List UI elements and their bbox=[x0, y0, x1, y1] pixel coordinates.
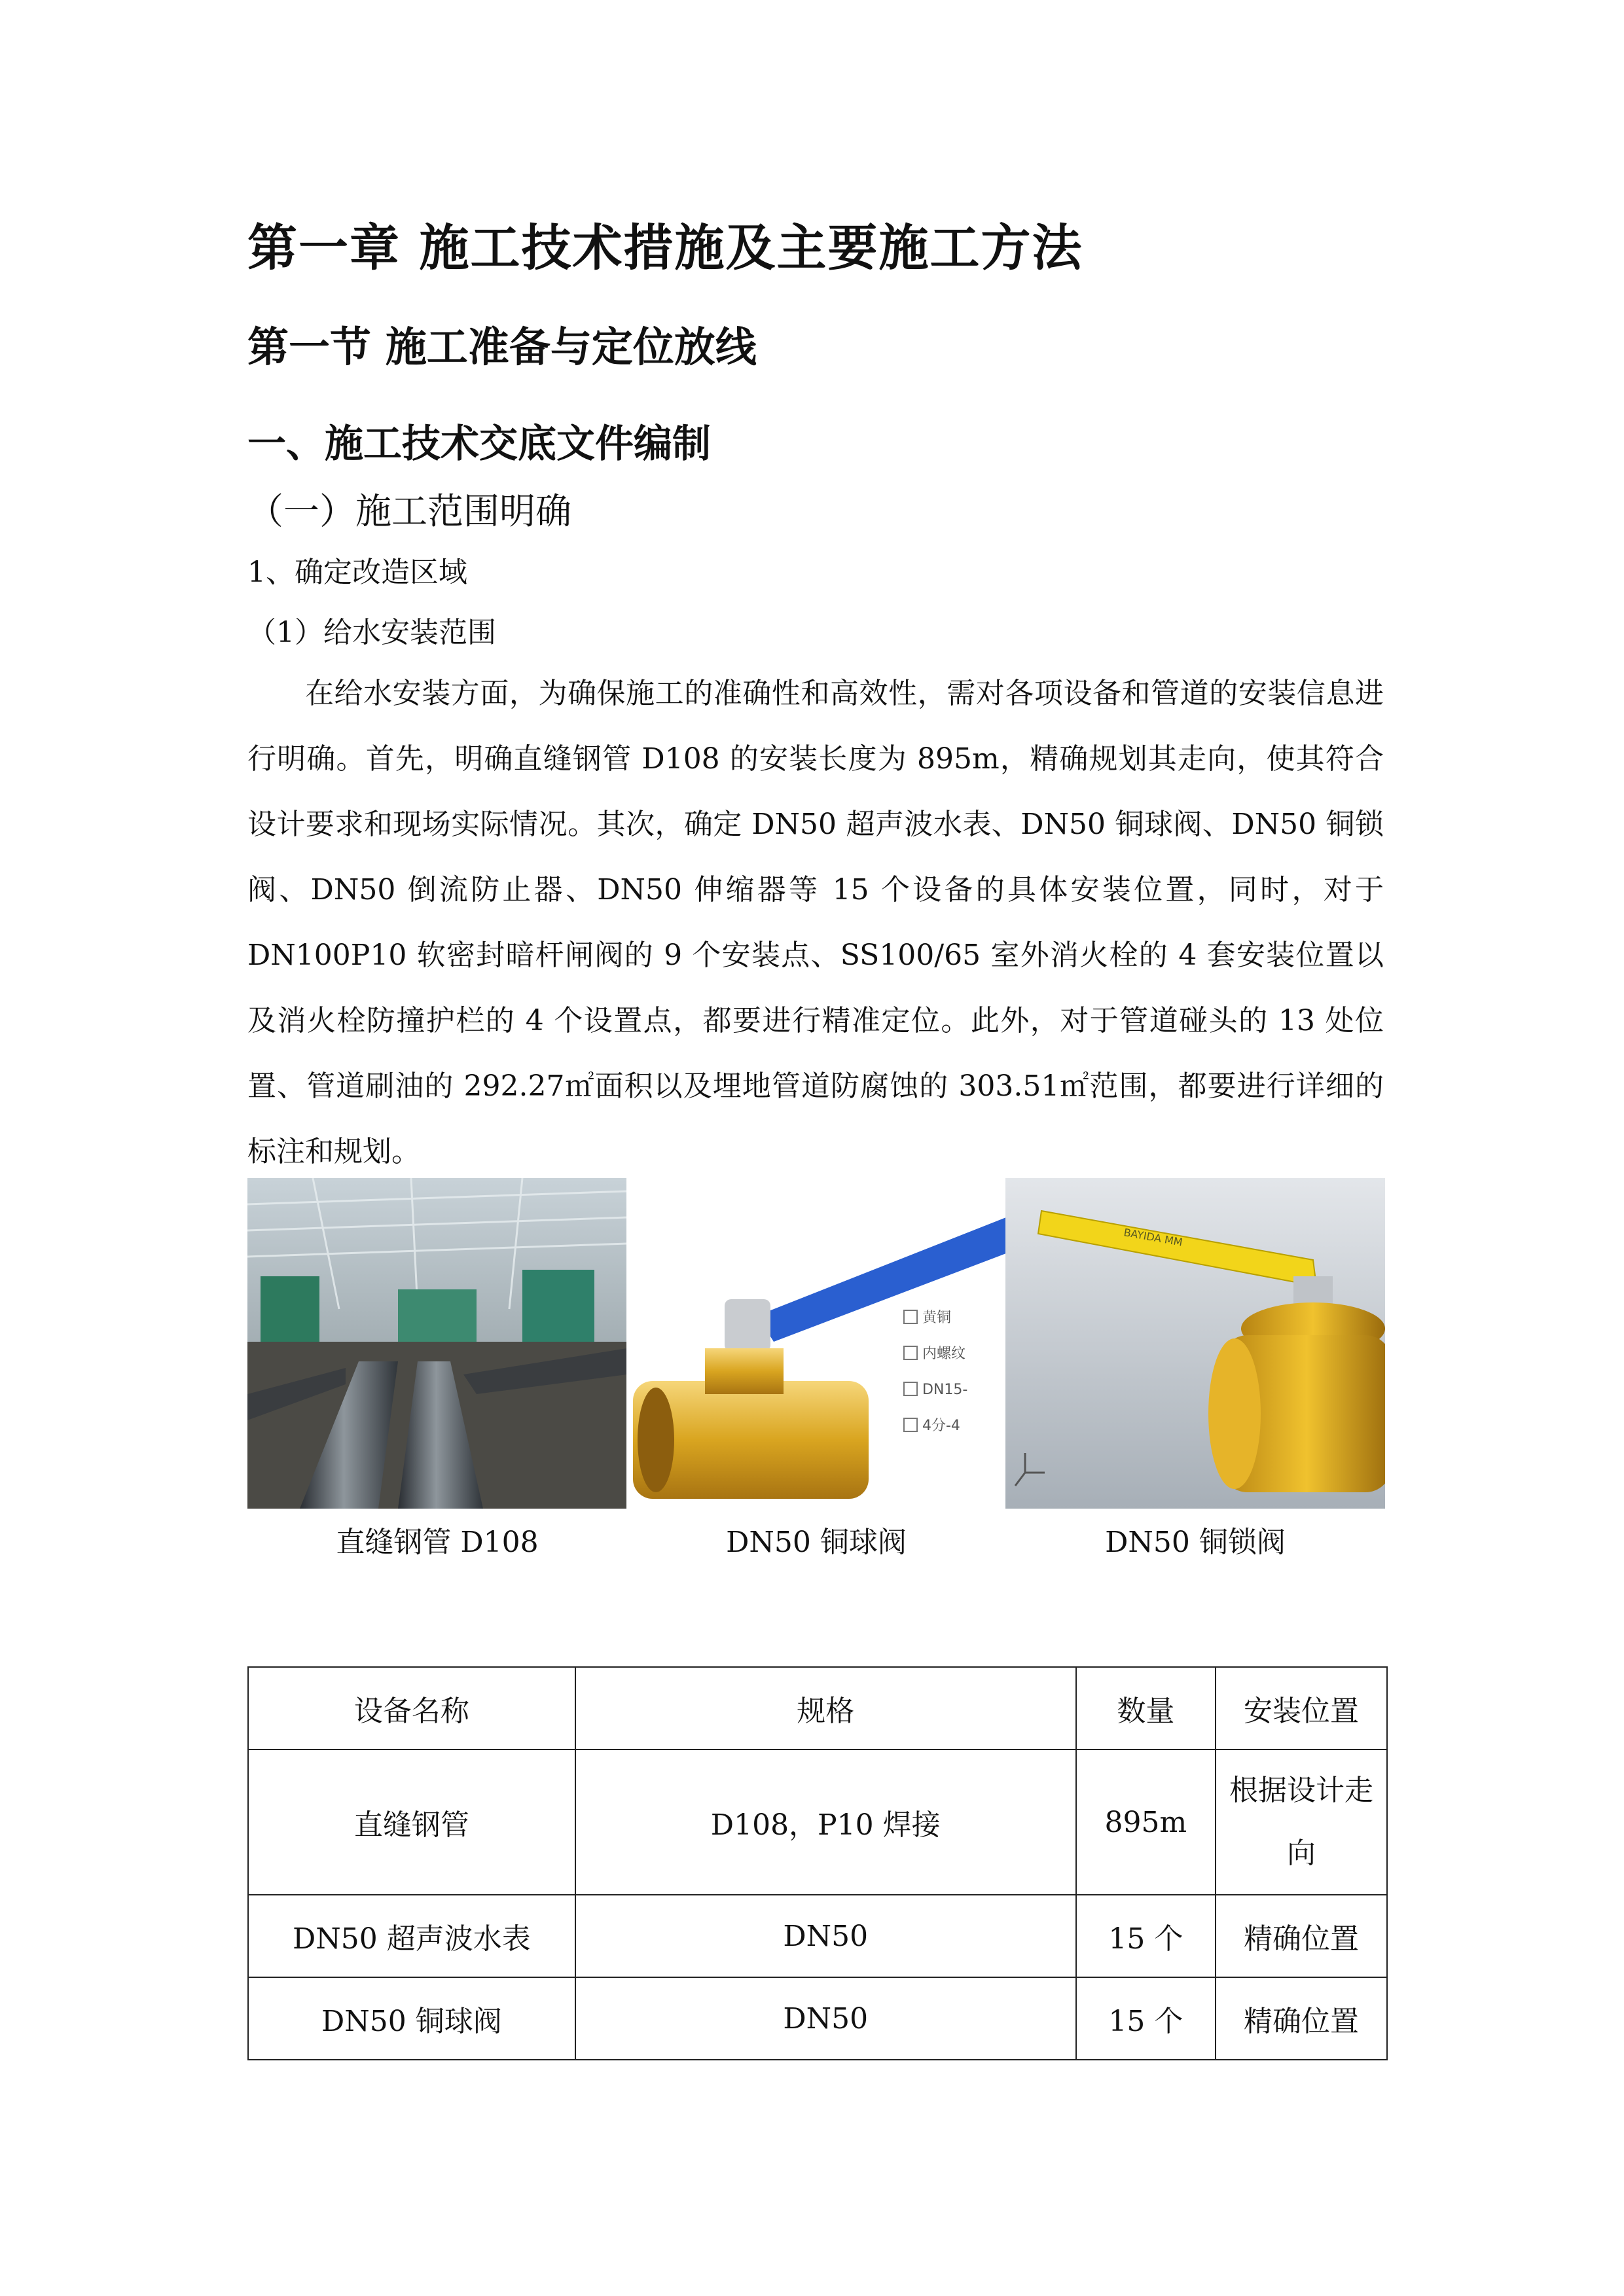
subitem-heading: （1）给水安装范围 bbox=[247, 616, 496, 649]
figure-caption-1: 直缝钢管 D108 bbox=[336, 1526, 539, 1559]
part-heading: 一、施工技术交底文件编制 bbox=[247, 421, 712, 466]
lock-handle-text: BAYIDA MM bbox=[1123, 1226, 1184, 1249]
valve-check-2: 内螺纹 bbox=[922, 1346, 966, 1362]
figure-caption-2: DN50 铜球阀 bbox=[726, 1526, 907, 1559]
table-cell: DN50 超声波水表 bbox=[248, 1895, 575, 1977]
table-header: 安装位置 bbox=[1216, 1667, 1387, 1749]
table-header: 数量 bbox=[1076, 1667, 1216, 1749]
table-header: 设备名称 bbox=[248, 1667, 575, 1749]
lock-valve-render bbox=[1005, 1178, 1385, 1509]
equipment-table bbox=[247, 1666, 1388, 2060]
table-cell: DN50 bbox=[575, 1977, 1076, 2060]
figure-caption-3: DN50 铜锁阀 bbox=[1105, 1526, 1286, 1559]
item-heading: 1、确定改造区域 bbox=[247, 556, 467, 589]
table-cell: DN50 bbox=[575, 1895, 1076, 1977]
table-cell: 895m bbox=[1076, 1749, 1216, 1895]
valve-check-1: 黄铜 bbox=[922, 1310, 952, 1326]
valve-check-3: DN15- bbox=[922, 1382, 968, 1398]
table-cell: DN50 铜球阀 bbox=[248, 1977, 575, 2060]
table-cell: 15 个 bbox=[1076, 1895, 1216, 1977]
table-cell: 根据设计走向 bbox=[1216, 1749, 1387, 1895]
body-paragraph: 在给水安装方面，为确保施工的准确性和高效性，需对各项设备和管道的安装信息进行明确。首先，明确直缝钢管 D108 的安装长度为 895m，精确规划其走向，使其符合设计要求和现场实际情况。其次，确定 DN50 超声波水表、DN50 铜球阀、DN50 铜锁阀、DN50 倒流防止器、DN50 伸缩器等 15 个设备的具体安装位置，同时，对于 DN100P10 软密封暗杆闸阀的 9 个安装点、SS100/65 室外消火栓的 4 套安装位置以及消火栓防撞护栏的 4 个设置点，都要进行精准定位。此外，对于管道碰头的 13 处位置、管道刷油的 292.27㎡面积以及埋地管道防腐蚀的 303.51㎡范围，都要进行详细的标注和规划。 bbox=[247, 677, 1384, 1168]
steel-pipe-photo bbox=[247, 1178, 627, 1509]
ball-valve-photo bbox=[626, 1178, 1006, 1509]
table-header-row bbox=[248, 1667, 1387, 1749]
table-row bbox=[248, 1977, 1387, 2060]
valve-check-4: 4分-4 bbox=[922, 1418, 960, 1434]
table-cell: 15 个 bbox=[1076, 1977, 1216, 2060]
table-cell: D108，P10 焊接 bbox=[575, 1749, 1076, 1895]
table-cell: 精确位置 bbox=[1216, 1977, 1387, 2060]
table-row bbox=[248, 1895, 1387, 1977]
section-heading: 第一节 施工准备与定位放线 bbox=[247, 323, 757, 371]
table-header: 规格 bbox=[575, 1667, 1076, 1749]
chapter-heading: 第一章 施工技术措施及主要施工方法 bbox=[247, 219, 1083, 277]
sub-heading: （一）施工范围明确 bbox=[247, 490, 572, 532]
table-cell: 精确位置 bbox=[1216, 1895, 1387, 1977]
table-cell: 直缝钢管 bbox=[248, 1749, 575, 1895]
table-row bbox=[248, 1749, 1387, 1895]
